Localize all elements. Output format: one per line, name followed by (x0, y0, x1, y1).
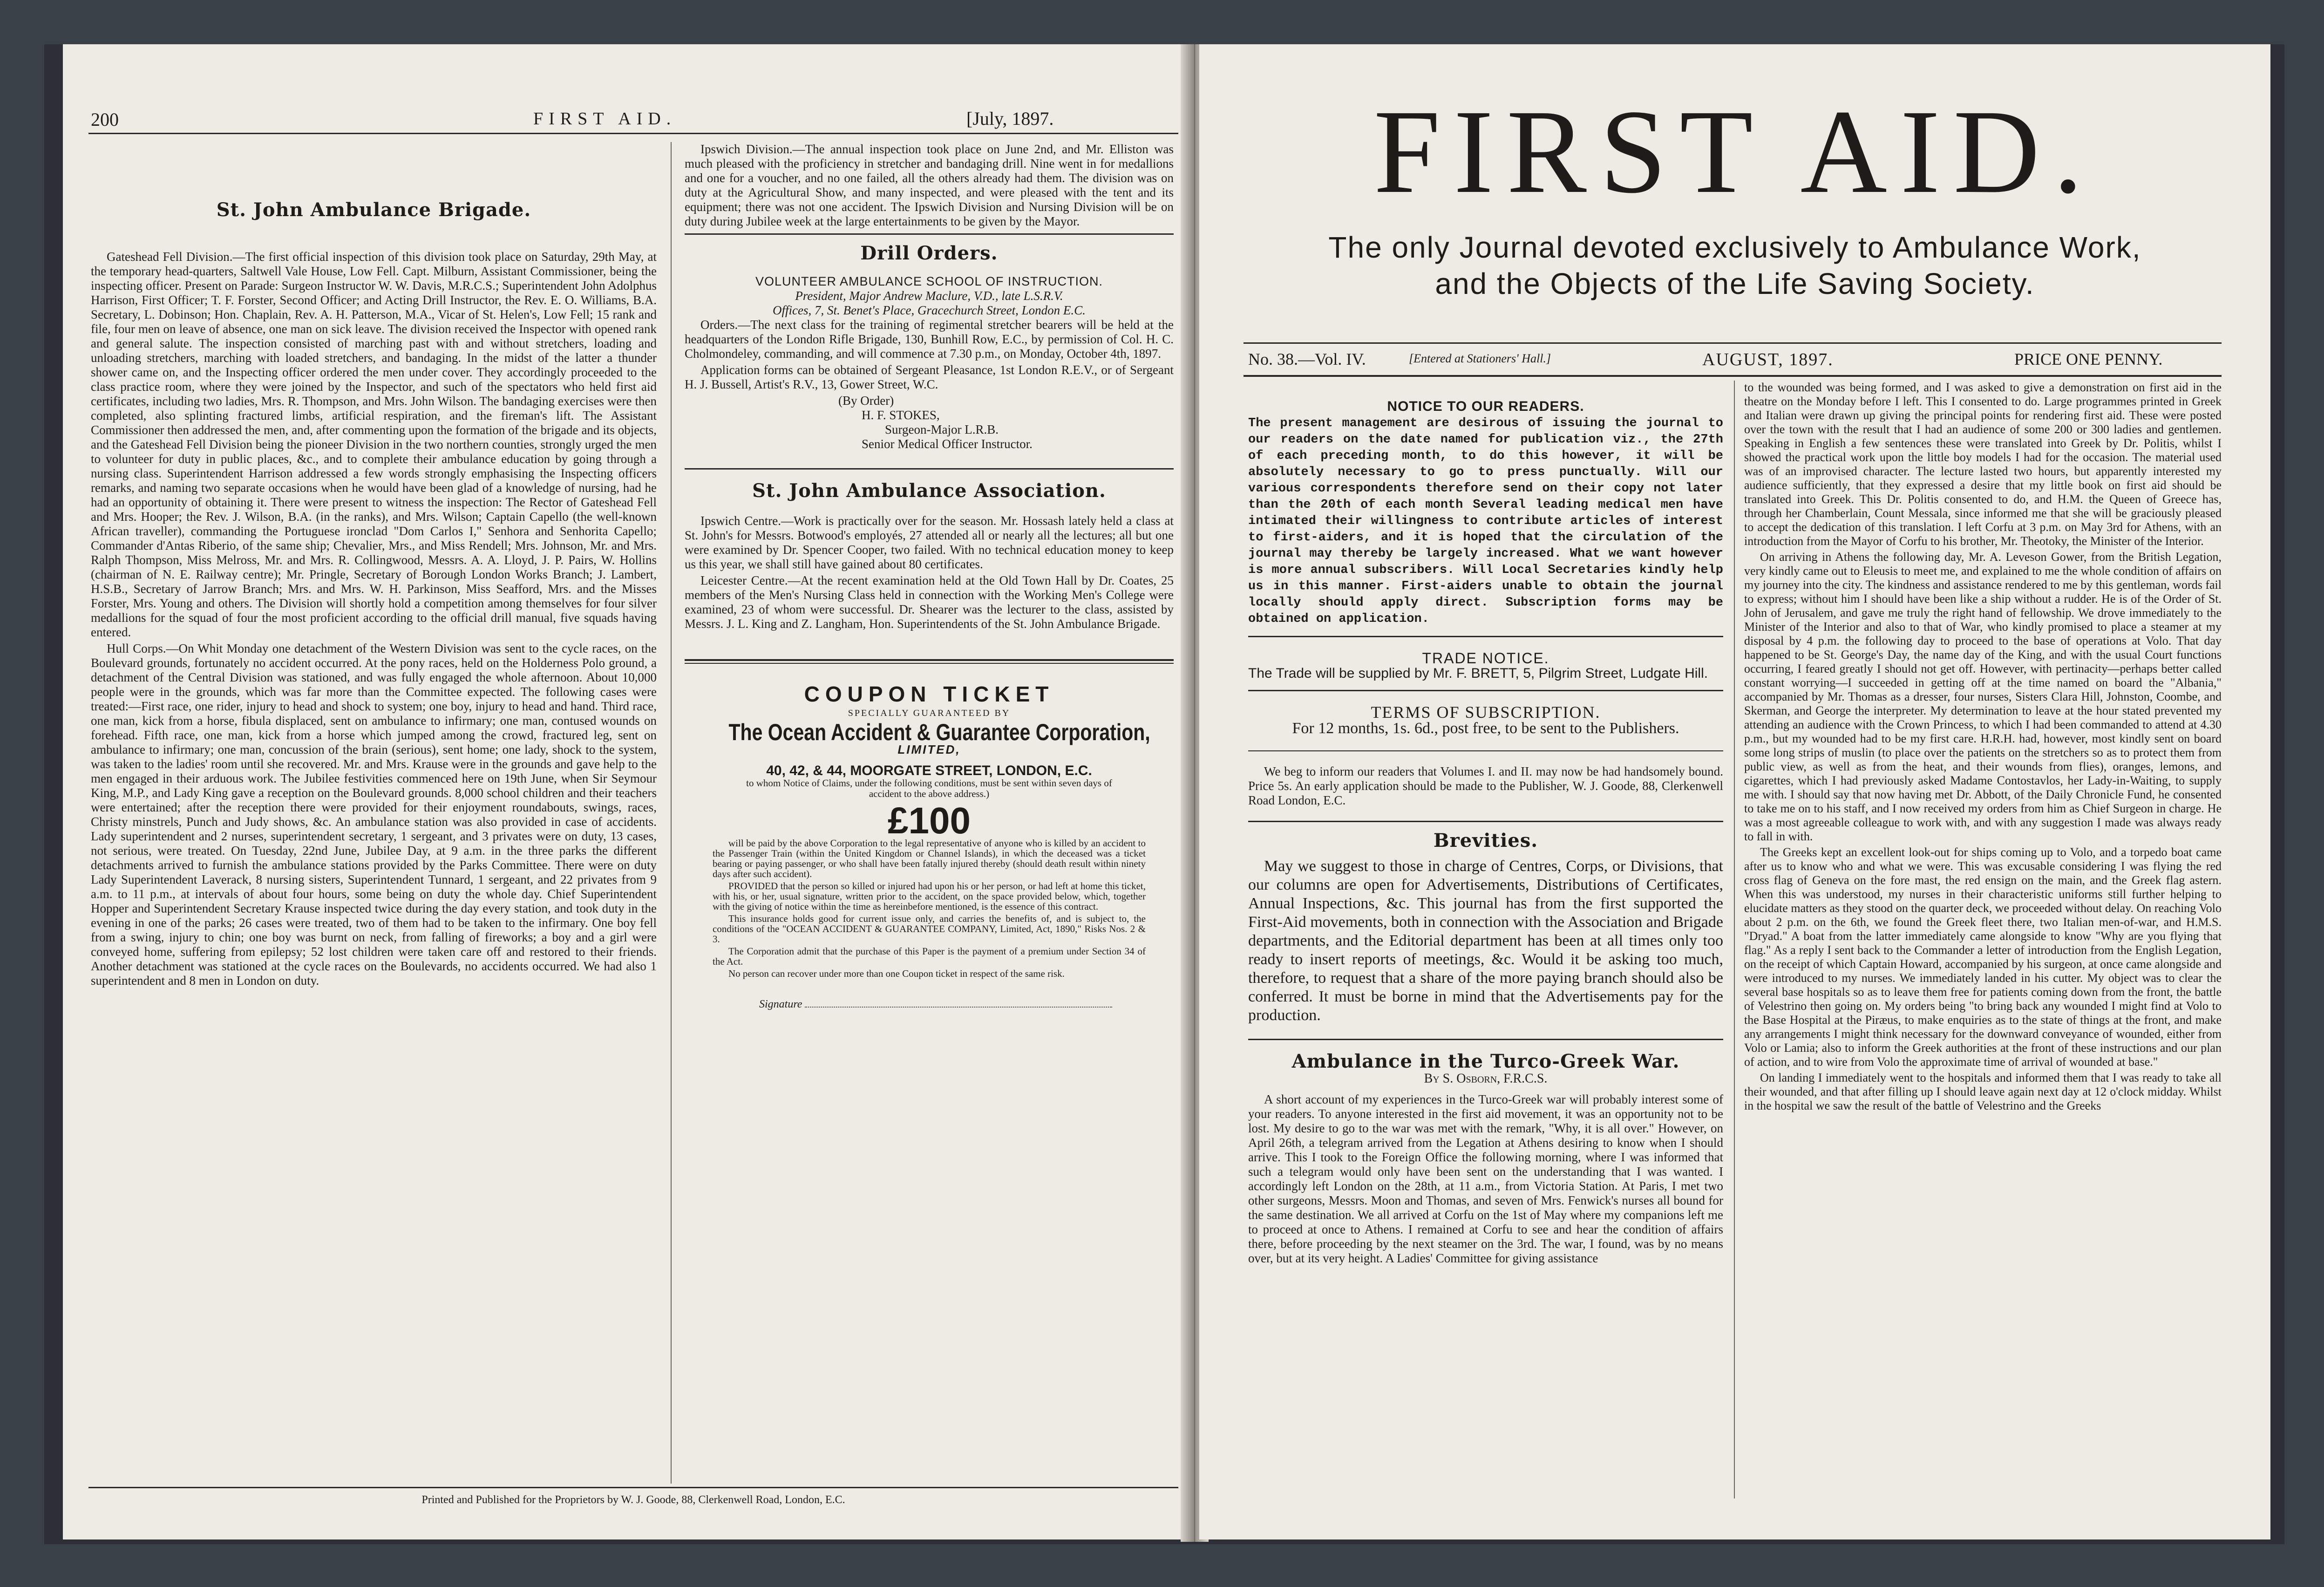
masthead-rule (1244, 342, 2222, 344)
column-divider (671, 142, 672, 1484)
brevities-heading: Brevities. (1433, 830, 1538, 851)
leicester-centre-report: Leicester Centre.—At the recent examination held at the Old Town Hall by Dr. Coates, 25 members of the Men's Nursing Class held in connection with the Working Men's College were examined, 23 of whom were successful. Dr. Shearer was the lecturer to the class, assisted by Messrs. J. L. King and Z. Langham, Hon. Superintendents of the St. John Ambulance Brigade. (685, 573, 1174, 631)
sjab-heading: St. John Ambulance Brigade. (216, 199, 531, 221)
coupon-ticket (685, 682, 1174, 1012)
trade-heading: TRADE NOTICE. (1422, 650, 1549, 667)
war-paragraph-3: On arriving in Athens the following day, Mr. A. Leveson Gower, from the British Legation, very kindly came out to Eleusis to meet me, and explained to me the whole condition of affairs on my journey into the city. The kindness and assistance rendered to me by this gentleman, words fail to express; without him I should have been like a ship without a rudder. He is of the Order of St. John of Jerusalem, and gave me truly the right hand of fellowship. We drove immediately to the Minister of the Interior and also to that of War, who kindly promised to place a steamer at my disposal by 4 p.m. the following day to proceed to the base of operations at Volo. That day happened to be St. George's Day, the name day of the King, and with the usual Court functions occurring, I feared greatly I should not get off. However, with pertinacity—perhaps better called constant worrying—I succeeded in getting off at the time named on board the "Albania," accompanied by Mr. Thomas as a dresser, four nurses, Sisters Clara Hill, Johnston, Coombe, and Skerman, and George the interpreter. My determination to leave at the hour stated prevented my attending an audience with the Crown Princess, to which I had been commanded to attend at 4.30 p.m., but my wounded had to be my first care. H.R.H. had, however, most kindly sent on board some long strips of muslin (to place over the patients on the stretchers so as to protect them from public view, as well as from the heat, and their wounds from flies), oranges, lemons, and cigarettes, which I had previously asked Madame Contostavlos, her Lady-in-Waiting, to supply me with. I should say that now having met Dr. Abbott, of the Daily Chronicle Fund, he consented to take me on to his staff, and I now received my orders from him as Chief Surgeon in charge. He was a most agreeable colleague to work with, and with any suggestion I made was always ready to fall in with. (1744, 550, 2222, 843)
notice-text: The present management are desirous of issuing the journal to our readers on the date named for publication viz., the 27th of each preceding month, to do this however, it will be absolutely necessary to go to press punctually. Will our various correspondents therefore send on their copy not later than the 20th of each month Several leading medical men have intimated their willingness to contribute articles of interest to first-aiders, and it is hoped that the circulation of the journal may thereby be largely increased. What we want however is more annual subscribers. Will Local Secretaries kindly help us in this manner. First-aiders unable to obtain the journal locally should apply direct. Subscription forms may be obtained on application. (1248, 416, 1723, 626)
column-divider (1734, 381, 1735, 1498)
gateshead-report: Gateshead Fell Division.—The first official inspection of this division took place on Saturday, 29th May, at the temporary head-quarters, Saltwell Vale House, Low Fell. Capt. Milburn, Assistant Commissioner, being the inspecting officer. Present on Parade: Surgeon Instructor W. W. Davis, M.R.C.S.; Superintendent John Adolphus Harrison, First Officer; T. F. Forster, Second Officer; and Acting Drill Instructor, the Rev. E. O. Williams, B.A. Secretary, L. Dobinson; Hon. Chaplain, Rev. A. H. Patterson, M.A., Vicar of St. Helen's, Low Fell; 15 rank and file, four men on leave of absence, one man on sick leave. The division received the Inspector with opened rank and general salute. The inspection consisted of marching past with and without stretchers, loading and unloading stretchers, marching with loaded stretchers, and bandaging. In the midst of the latter a thunder shower came on, and the Inspecting officer ordered the men under cover. They accordingly proceeded to the class practice room, where they were joined by the Inspector, and such of the spectators who held first aid certificates, including two ladies, Mrs. R. Thompson, and Mrs. John Wilson. The bandaging exercises were then completed, also splinting fractured limbs, artificial respiration, and the fireman's lift. The Assistant Commissioner then addressed the men, and, after commenting upon the formation of the brigade and its objects, and the Gateshead Fell Division being the pioneer Division in the two northern counties, strongly urged the men to volunteer for duty in public places, &c., and to complete their ambulance education by going through a nursing class. Superintendent Harrison addressed a few words strongly emphasising the Inspecting officers remarks, and naming two separate occasions when he would have been glad of a knowledge of nursing, had he had an opportunity of obtaining it. There were present to witness the inspection: The Rector of Gateshead Fell and Mrs. Hooper; the Rev. J. Wilson, B.A. (in the ranks), and Mrs. Wilson; Captain Capello (the well-known African traveller), commanding the Portuguese ironclad "Dom Carlos I," Senhora and Senhorita Capello; Commander d'Antas Riberio, of the same ship; Chevalier, Mrs., and Miss Rendell; Mrs. Johnson, Mr. and Mrs. Ralph Thompson, Miss Melross, Mr. and Mrs. R. Collingwood, Messrs. A. A. Lloyd, J. P. Pairs, W. Hollins (chairman of N. E. Railway centre); Mr. Pringle, Secretary of Borough London Works Branch; J. Lambert, H.S.B., Secretary of Jarrow Branch; Mrs. and Mrs. W. H. Parkinson, Miss Seafford, Mrs. and the Misses Forster, Mrs. Young and others. The Division will shortly hold a competition among themselves for four silver medallions for the squad of four the most proficient according to the official drill manual, five squads having entered. (91, 250, 657, 639)
coupon-insurance-text: This insurance holds good for current issue only, and carries the benefits of, and is subject to, the conditions of the "OCEAN ACCIDENT & GUARANTEE COMPANY, Limited, Act, 1890," Risks Nos. 2 & 3. (713, 913, 1146, 945)
right-right-column (1744, 381, 2222, 1115)
section-rule (1248, 821, 1723, 822)
ipswich-report: Ipswich Division.—The annual inspection took place on June 2nd, and Mr. Elliston was much pleased with the proficiency in stretcher and bandaging drill. Nine went in for medallions and one for a voucher, and no one failed, all the others already had them. The division was on duty at the Agricultural Show, and many inspected, and were pleased with the tent and its equipment; there was not one accident. The Ipswich Division and Nursing Division will be on duty during Jubilee week at the large entertainments to be given by the Mayor. (685, 142, 1174, 228)
running-date: [July, 1897. (966, 108, 1054, 129)
war-paragraph-2: to the wounded was being formed, and I was asked to give a demonstration on first aid in the theatre on the Monday before I left. This I consented to do. Large programmes printed in Greek and Italian were drawn up giving the principal points for rendering first aid. These were posted over the town with the result that I had an audience of some 200 or 300 ladies and gentlemen. Speaking in English a few sentences these were translated into Greek by Dr. Politis, whilst I showed the practical work upon the little boy models I had for the occasion. The material used was of an improvised character. The lecture lasted two hours, but apparently interested my audience sufficiently, that they expressed a desire that my little book on first aid should be translated into Greek. This Dr. Politis consented to do, and H.M. the Queen of Greece has, through her Chamberlain, Count Messala, since informed me that she will be graciously pleased to accept the dedication of this translation. I left Corfu at 3 p.m. on May 3rd for Athens, with an introduction from the Mayor of Corfu to his brother, Mr. Theotoky, the Minister of the Interior. (1744, 381, 2222, 548)
tagline-1: The only Journal devoted exclusively to Ambulance Work, (1328, 231, 2141, 264)
section-rule (1248, 636, 1723, 637)
coupon-top-rule (685, 659, 1174, 661)
issue-price: PRICE ONE PENNY. (2014, 350, 2163, 368)
drill-rank-1: Surgeon-Major L.R.B. (885, 422, 999, 436)
entered-note: [Entered at Stationers' Hall.] (1409, 352, 1551, 365)
brevities-text: May we suggest to those in charge of Centres, Corps, or Divisions, that our columns are open for Advertisements, Distributions of Certificates, Annual Inspections, &c. This journal has from the first supported the First-Aid movements, both in connection with the Association and Brigade departments, and the Editorial department has been at all times only too ready to insert reports of meetings, &c. Would it be asking too much, therefore, to request that a share of the more paying branch should also be conferred. It must be borne in mind that the Advertisements pay for the production. (1248, 858, 1723, 1024)
running-title: FIRST AID. (533, 109, 677, 129)
dateline-rule (1244, 375, 2222, 377)
trade-text: The Trade will be supplied by Mr. F. BRETT, 5, Pilgrim Street, Ludgate Hill. (1248, 666, 1708, 681)
coupon-top-rule-2 (685, 663, 1174, 664)
section-rule (1248, 750, 1723, 751)
coupon-signature-line (759, 997, 1174, 1012)
war-paragraph-4: The Greeks kept an excellent look-out for ships coming up to Volo, and a torpedo boat came after us to know who and what we were. This was excusable considering I was flying the red cross flag of Geneva on the fore mast, the red ensign on the main, and the Greek flag astern. When this was understood, my nurses in their characteristic uniforms still further helping to elucidate matters as they stood on the quarter deck, we proceeded without delay. On reaching Volo about 2 p.m. on the 6th, we found the Greek fleet there, two Italian men-of-war, and H.M.S. "Dryad." A boat from the latter immediately came alongside to know "Why are you flying that flag." As a reply I sent back to the Commander a letter of introduction from the English Legation, on the receipt of which Captain Howard, accompanied by his surgeon, at once came alongside and were introduced to my nurses. We immediately landed in his cutter. My object was to clear the several base hospitals so as to leave them free for patients coming down from the front, the battle of Velestrino then going on. My orders being "to bring back any wounded I might find at Volo to the Base Hospital at the Piræus, to make enquiries as to the state of things at the front, and make any arrangements I might think necessary for the downward conveyance of wounded, either from Volo or Lamia; also to inform the Greek authorities at the front of these instructions and our plan of action, and to wire from Volo the approximate time of arrival of wounded at base." (1744, 845, 2222, 1069)
section-rule (685, 233, 1174, 235)
left-column (91, 137, 657, 1474)
coupon-amount: £100 (888, 800, 971, 841)
war-paragraph-5: On landing I immediately went to the hospitals and informed them that I was ready to take all their wounded, and that after filling up I should leave again next day at 12 o'clock midday. Whilst in the hospital we saw the result of the battle of Velestrino and the Greeks (1744, 1071, 2222, 1112)
coupon-corporation: The Ocean Accident & Guarantee Corporation, (728, 719, 1150, 745)
drill-president: President, Major Andrew Maclure, V.D., late L.S.R.V. (795, 289, 1063, 303)
drill-by-order: (By Order) (838, 394, 894, 408)
issue-month: AUGUST, 1897. (1702, 350, 1834, 369)
notice-heading: NOTICE TO OUR READERS. (1387, 399, 1584, 414)
coupon-paid-text: will be paid by the above Corporation to the legal representative of anyone who is killed by an accident to the Passenger Train (within the United Kingdom or Channel Islands), in which the deceased was a ticket bearing or paying passenger, or who shall have been fatally injured thereby (should death result within ninety days after such accident). (713, 838, 1146, 879)
coupon-limited: LIMITED, (897, 742, 961, 756)
drill-school: VOLUNTEER AMBULANCE SCHOOL OF INSTRUCTION. (755, 274, 1103, 288)
coupon-title: COUPON TICKET (804, 682, 1054, 706)
coupon-provided-text: PROVIDED that the person so killed or injured had upon his or her person, or had left at home this ticket, with his, or her, usual signature, written prior to the accident, on the space provided below, which, together with the giving of notice within the time as hereinbefore mentioned, is the essence of this contract. (713, 880, 1146, 912)
right-page (1199, 44, 2270, 1539)
coupon-guarantee: SPECIALLY GUARANTEED BY (848, 708, 1011, 718)
terms-heading: TERMS OF SUBSCRIPTION. (1371, 703, 1601, 722)
drill-application-text: Application forms can be obtained of Sergeant Pleasance, 1st London R.E.V., or of Sergeant H. J. Bussell, Artist's R.V., 13, Gower Street, W.C. (685, 363, 1174, 391)
header-rule (88, 133, 1178, 134)
war-byline: By S. Osborn, F.R.C.S. (1424, 1071, 1548, 1086)
section-rule (1248, 690, 1723, 691)
right-column (685, 142, 1174, 1012)
drill-orders-text: Orders.—The next class for the training of regimental stretcher bearers will be held at the headquarters of the London Rifle Brigade, 130, Bunhill Row, E.C., by permission of Col. H. C. Cholmondeley, commanding, and will commence at 7.30 p.m., on Monday, October 4th, 1897. (685, 318, 1174, 361)
association-heading: St. John Ambulance Association. (752, 480, 1106, 502)
section-rule (1248, 1039, 1723, 1040)
right-left-column (1248, 381, 1723, 1267)
coupon-signature-label: Signature (759, 998, 802, 1010)
printer-footer: Printed and Published for the Proprietors by W. J. Goode, 88, Clerkenwell Road, London, E.C. (421, 1494, 845, 1506)
drill-rank-2: Senior Medical Officer Instructor. (862, 437, 1033, 451)
open-magazine-spread (44, 44, 2284, 1544)
coupon-noperson-text: No person can recover under more than one Coupon ticket in respect of the same risk. (728, 968, 1065, 979)
ipswich-centre-report: Ipswich Centre.—Work is practically over for the season. Mr. Hossash lately held a class at St. John's for Messrs. Botwood's employés, 27 attended all or nearly all the lectures; all but one were examined by Dr. Spencer Cooper, two failed. With no technical education money to keep us this year, we shall still have gained about 80 certificates. (685, 514, 1174, 571)
drill-offices: Offices, 7, St. Benet's Place, Gracechurch Street, London E.C. (773, 303, 1086, 317)
tagline-2: and the Objects of the Life Saving Society. (1435, 267, 2035, 300)
left-page (63, 44, 1195, 1539)
coupon-notice: to whom Notice of Claims, under the following conditions, must be sent within seven days of accident to the above address.) (746, 777, 1112, 799)
terms-text: For 12 months, 1s. 6d., post free, to be sent to the Publishers. (1292, 720, 1679, 737)
war-heading: Ambulance in the Turco-Greek War. (1291, 1050, 1680, 1072)
drill-signatory: H. F. STOKES, (862, 408, 940, 422)
footer-rule (88, 1487, 1178, 1488)
masthead: FIRST AID. (1373, 85, 2096, 218)
coupon-fineprint (685, 838, 1174, 979)
hull-report: Hull Corps.—On Whit Monday one detachment of the Western Division was sent to the cycle races, on the Boulevard grounds, fortunately no accident occurred. At the pony races, held on the Holderness Polo ground, a detachment of the Central Division was stationed, and was fully engaged the whole afternoon. About 10,000 people were in the grounds, which was far more than the Committee expected. The following cases were treated:—First race, one rider, injury to head and shock to system; one boy, injury to head and hand. Third race, one man, kick from a horse, fibula displaced, sent on ambulance to infirmary; one man, contused wounds on forehead. Fifth race, one man, kick from a horse which jumped among the crowd, fractured leg, sent on ambulance to infirmary; one man, concussion of the brain (serious), sent home; one lady, shock to the system, was taken to the ladies' room until she recovered. Mr. and Mrs. Krause were in the grounds and gave help to the men engaged in their arduous work. The Jubilee festivities commenced here on 19th June, when Sir Seymour King, M.P., and Lady King gave a reception on the Boulevard grounds. 8,000 school children and their teachers were entertained; after the reception there were provided for their enjoyment roundabouts, swings, races, Christy minstrels, Punch and Judy shows, &c. An ambulance station was also provided in case of accidents. Lady superintendent and 2 nurses, superintendent secretary, 1 sergeant, and 3 privates were on duty, 13 cases, not serious, were treated. On Tuesday, 22nd June, Jubilee Day, at 9 a.m. in the three parks the different detachments arrived to furnish the ambulance stations provided by the Parks Committee. There were on duty Lady Superintendent Laverack, 8 nursing sisters, Superintendent Tunnard, 1 sergeant, and 22 privates from 9 a.m. to 11 p.m., at intervals of about four hours, some being on duty the whole day. Chief Superintendent Hopper and Superintendent Secretary Krause inspected twice during the day every station, and took duty in the evening in one of the parks; 26 cases were treated, two of them had to be taken to the infirmary. One boy fell from a swing, injury to chin; one boy was burnt on neck, from falling of fireworks; a boy and a girl were conveyed home, suffering from epilepsy; 52 lost children were taken care off and restored to their friends. Another detachment was stationed at the cycle races on the Boulevards, no accidents occurred. We had also 1 superintendent and 8 men in London on duty. (91, 641, 657, 988)
section-rule (685, 468, 1174, 470)
page-number: 200 (91, 109, 119, 130)
drill-orders-heading: Drill Orders. (860, 242, 998, 264)
coupon-address: 40, 42, & 44, MOORGATE STREET, LONDON, E.C. (766, 763, 1092, 778)
war-paragraph-1: A short account of my experiences in the Turco-Greek war will probably interest some of your readers. To anyone interested in the first aid movement, it was an opportunity not to be lost. My desire to go to the war was met with the remark, "Why, it is all over." However, on April 26th, a telegram arrived from the Legation at Athens desiring to know when I should arrive. This I took to the Foreign Office the following morning, where I was informed that such a telegram would only have been sent on the understanding that I was wanted. I accordingly left London on the 28th, at 11 a.m., from Victoria Station. At Paris, I met two other surgeons, Messrs. Moon and Thomas, and seven of Mrs. Fenwick's nurses all bound for the same destination. We all arrived at Corfu on the 1st of May where my companions left me to proceed at once to Athens. I remained at Corfu to see and hear the condition of affairs there, before proceeding by the next steamer on the 3rd. The war, I found, was by no means over, but at its very height. A Ladies' Committee for giving assistance (1248, 1092, 1723, 1265)
coupon-admit-text: The Corporation admit that the purchase of this Paper is the payment of a premium under Section 34 of the Act. (713, 946, 1146, 967)
volumes-notice: We beg to inform our readers that Volumes I. and II. may now be had handsomely bound. Price 5s. An early application should be made to the Publisher, W. J. Goode, 88, Clerkenwell Road London, E.C. (1248, 764, 1723, 807)
issue-number: No. 38.—Vol. IV. (1248, 350, 1366, 368)
